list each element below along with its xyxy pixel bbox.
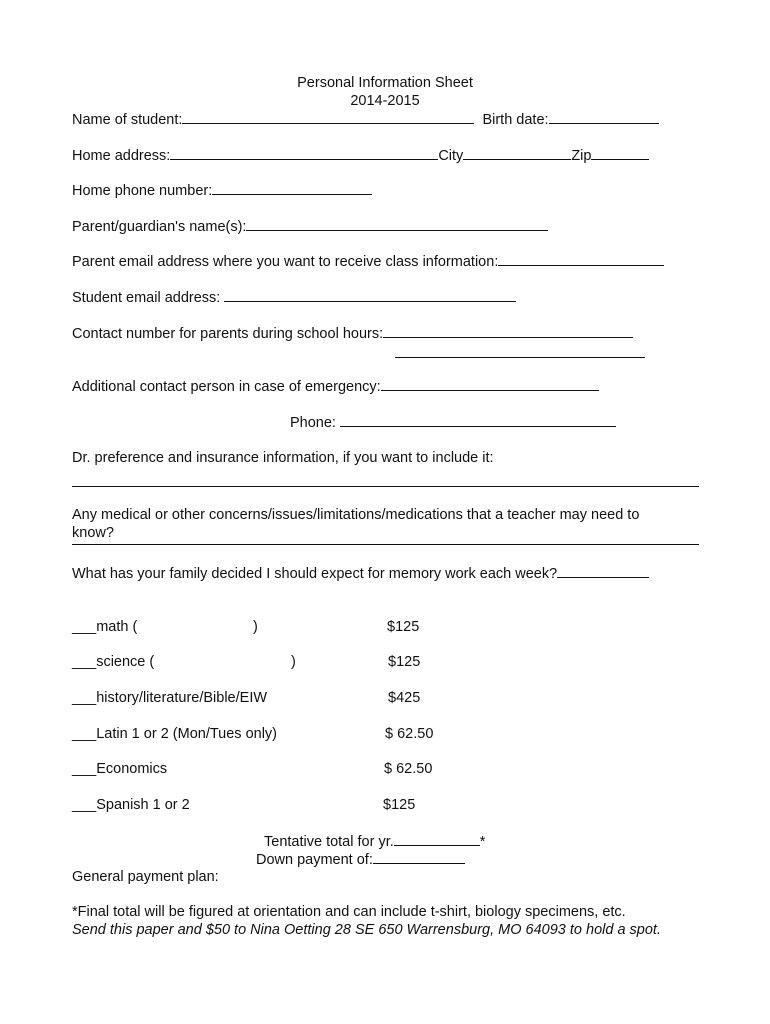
student-name-line[interactable] (182, 110, 474, 124)
phone-line[interactable] (340, 413, 616, 427)
class-checkbox-blank[interactable]: ___ (72, 797, 97, 813)
class-price: $125 (388, 654, 421, 670)
class-row-latin (72, 725, 277, 743)
class-checkbox-blank[interactable]: ___ (72, 761, 97, 777)
mailing-instruction: Send this paper and $50 to Nina Oetting 28 SE 650 Warrensburg, MO 64093 to hold a spot. (72, 922, 661, 938)
contact-number-line[interactable] (383, 324, 633, 338)
class-price: $125 (383, 797, 416, 813)
medical-label-line1: Any medical or other concerns/issues/limitations/medications that a teacher may need to (72, 507, 640, 523)
class-row-math (72, 618, 137, 636)
contact-number-label: Contact number for parents during school hours: (72, 326, 384, 342)
class-name: Spanish 1 or 2 (96, 797, 190, 813)
school-year: 2014-2015 (350, 93, 420, 109)
home-phone-line[interactable] (212, 181, 372, 195)
memory-work-label: What has your family decided I should expect for memory work each week? (72, 566, 558, 582)
student-name-row (72, 110, 659, 129)
memory-work-line[interactable] (557, 564, 649, 578)
home-address-row (72, 146, 649, 165)
home-phone-label: Home phone number: (72, 183, 213, 199)
dr-preference-line[interactable] (72, 486, 699, 487)
payment-plan-label: General payment plan: (72, 869, 219, 885)
home-address-line[interactable] (170, 146, 438, 160)
class-price: $425 (388, 690, 421, 706)
student-name-label: Name of student: (72, 112, 183, 128)
class-name: Economics (96, 761, 168, 777)
class-name: math ( (96, 619, 138, 635)
class-price: $125 (387, 619, 420, 635)
zip-line[interactable] (591, 146, 649, 160)
parent-email-row (72, 252, 664, 271)
final-total-note: *Final total will be figured at orientation and can include t-shirt, biology specimens, etc. (72, 904, 626, 920)
tentative-asterisk: * (479, 834, 486, 850)
student-email-row (72, 288, 516, 307)
class-close-paren: ) (253, 619, 258, 635)
contact-number-line-2[interactable] (395, 357, 645, 358)
class-close-paren: ) (291, 654, 296, 670)
medical-label-line2: know? (72, 525, 114, 541)
parent-names-line[interactable] (246, 217, 548, 231)
parent-names-label: Parent/guardian's name(s): (72, 219, 247, 235)
tentative-total-label: Tentative total for yr. (264, 834, 394, 850)
tentative-total-line[interactable] (394, 832, 480, 846)
emergency-contact-row (72, 377, 599, 396)
class-price: $ 62.50 (385, 726, 434, 742)
down-payment-line[interactable] (373, 850, 465, 864)
down-payment-row (256, 850, 465, 869)
city-label: City (438, 148, 464, 164)
parent-email-line[interactable] (498, 252, 664, 266)
class-checkbox-blank[interactable]: ___ (72, 619, 97, 635)
parent-email-label: Parent email address where you want to receive class information: (72, 254, 499, 270)
down-payment-label: Down payment of: (256, 852, 373, 868)
class-checkbox-blank[interactable]: ___ (72, 726, 97, 742)
class-row-economics (72, 760, 167, 778)
form-title: Personal Information Sheet (297, 75, 473, 91)
class-row-history (72, 689, 267, 707)
phone-label: Phone: (290, 415, 336, 431)
dr-preference-label: Dr. preference and insurance information, if you want to include it: (72, 450, 494, 466)
class-name: history/literature/Bible/EIW (96, 690, 268, 706)
contact-number-row (72, 324, 633, 343)
memory-work-row (72, 564, 649, 583)
class-name: science ( (96, 654, 155, 670)
city-line[interactable] (463, 146, 571, 160)
class-price: $ 62.50 (384, 761, 433, 777)
birth-date-line[interactable] (549, 110, 659, 124)
home-phone-row (72, 181, 372, 200)
class-row-science (72, 653, 154, 671)
emergency-contact-label: Additional contact person in case of emergency: (72, 379, 381, 395)
class-checkbox-blank[interactable]: ___ (72, 654, 97, 670)
class-name: Latin 1 or 2 (Mon/Tues only) (96, 726, 277, 742)
student-email-line[interactable] (224, 288, 516, 302)
home-address-label: Home address: (72, 148, 171, 164)
medical-line[interactable] (72, 544, 699, 545)
class-checkbox-blank[interactable]: ___ (72, 690, 97, 706)
emergency-phone-row (290, 413, 616, 432)
class-row-spanish (72, 796, 190, 814)
zip-label: Zip (571, 148, 592, 164)
tentative-total-row (264, 832, 485, 851)
parent-names-row (72, 217, 548, 236)
emergency-contact-line[interactable] (381, 377, 599, 391)
birth-date-label: Birth date: (482, 112, 549, 128)
student-email-label: Student email address: (72, 290, 221, 306)
